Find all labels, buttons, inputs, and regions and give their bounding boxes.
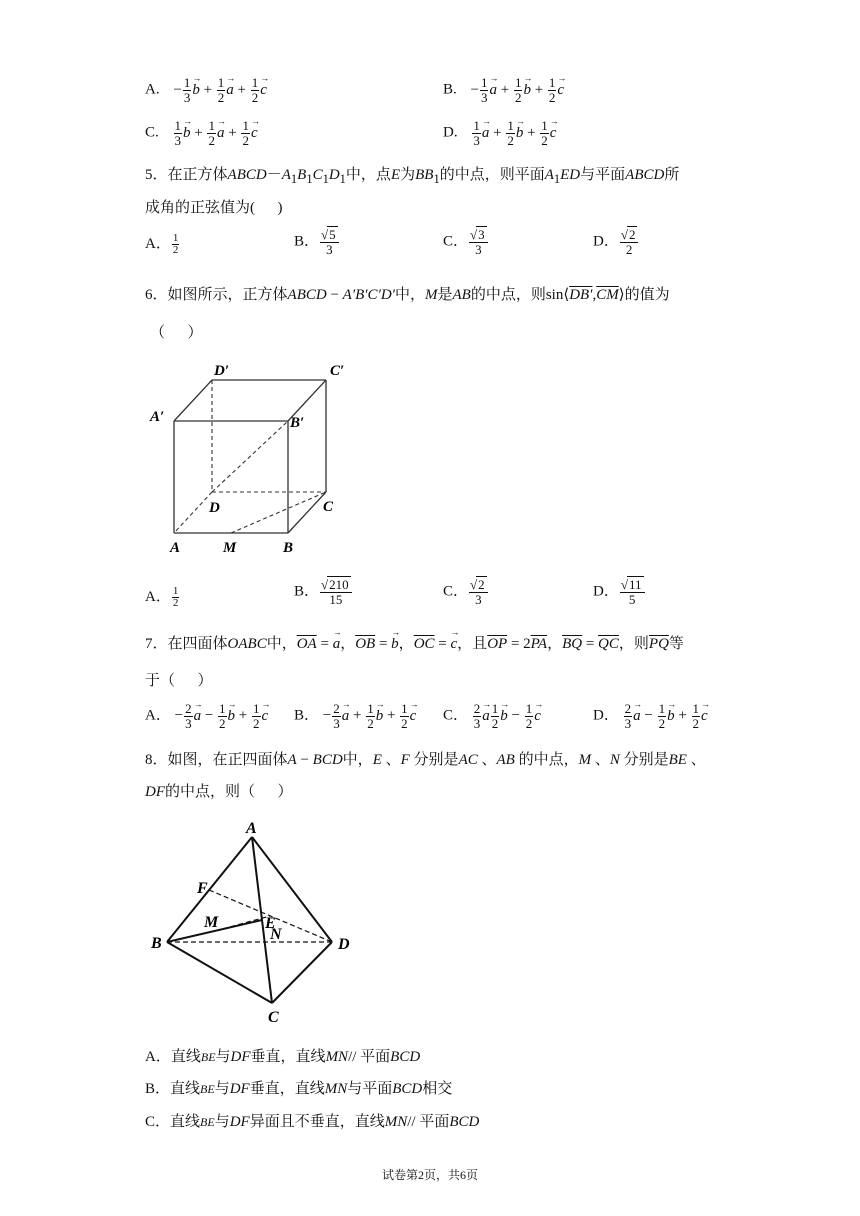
q4-option-c: C. $\frac{1}{3}$ b → + $\frac{1}{2}$ a → + $\frac{1}{2}$ c → bbox=[145, 119, 258, 147]
q7-option-b: B． − $\frac{2}{3}$ a → + $\frac{1}{2}$ b → + $\frac{1}{2}$ c → bbox=[294, 702, 416, 730]
q8-stem-line1: 8．如图，在正四面体A − BCD中，E 、F 分别是AC 、AB 的中点，M 、N 分别是BE 、 bbox=[145, 752, 706, 768]
label-a: A bbox=[246, 820, 257, 837]
q4-option-d: D. $\frac{1}{3}$ a → + $\frac{1}{2}$ b → + $\frac{1}{2}$ c → bbox=[443, 119, 556, 147]
label-d: D bbox=[338, 936, 350, 953]
label-d-prime: D′ bbox=[214, 363, 230, 379]
tetrahedron-figure bbox=[145, 815, 365, 1030]
q5-stem-line2: 成角的正弦值为( ) bbox=[145, 200, 283, 216]
q7-stem-line2: 于（ ） bbox=[145, 673, 213, 689]
cube-figure bbox=[140, 355, 370, 560]
q8-option-b: B．直线BE与DF垂直，直线MN与平面BCD相交 bbox=[145, 1081, 453, 1097]
q5-option-b: B． $\frac{√5}{3}$ bbox=[294, 228, 340, 256]
q4-option-a: A. − $\frac{1}{3}$ b → + $\frac{1}{2}$ a → + $\frac{1}{2}$ c → bbox=[145, 76, 267, 104]
label-m: M bbox=[223, 540, 237, 556]
q7-option-a: A． − $\frac{2}{3}$ a → − $\frac{1}{2}$ b → + $\frac{1}{2}$ c → bbox=[145, 702, 268, 730]
q7-stem-line1: 7．在四面体OABC中，$\overline{OA} = a$ →，$\overline{OB} = b$ →，$\overline{OC} = c$ →，且$\overline{OP} = 2\overline{PA}$，$\overline{BQ} = \overline{QC}$，则$\overline{PQ}$等 bbox=[145, 632, 684, 653]
q8-option-c: C．直线BE与DF异面且不垂直，直线MN// 平面BCD bbox=[145, 1114, 480, 1130]
label-b: B bbox=[151, 935, 162, 952]
label-a: A bbox=[170, 540, 181, 556]
q5-option-d: D． $\frac{√2}{2}$ bbox=[593, 228, 639, 256]
label-c-prime: C′ bbox=[330, 363, 345, 379]
q5-option-a: A． $\frac{1}{2}$ bbox=[145, 231, 179, 257]
q4-option-b: B. − $\frac{1}{3}$ a → + $\frac{1}{2}$ b → + $\frac{1}{2}$ c → bbox=[443, 76, 564, 104]
q7-option-c: C． $\frac{2}{3}$ a → $\frac{1}{2}$ b → − $\frac{1}{2}$ c → bbox=[443, 702, 541, 730]
q8-option-a: A．直线BE与DF垂直，直线MN// 平面BCD bbox=[145, 1049, 421, 1065]
q5-option-c: C． $\frac{√3}{3}$ bbox=[443, 228, 489, 256]
q7-option-d: D． $\frac{2}{3}$ a → − $\frac{1}{2}$ b → + $\frac{1}{2}$ c → bbox=[593, 702, 708, 730]
label-f: F bbox=[197, 880, 208, 897]
q6-stem-line2: （ ） bbox=[150, 325, 203, 341]
q5-stem-line1: 5．在正方体$ABCD-A_1B_1C_1D_1$中，点E为$BB_1$的中点，则平面$A_1ED$与平面ABCD所 bbox=[145, 167, 680, 186]
label-n: N bbox=[270, 926, 282, 943]
q6-option-b: B． $\frac{√210}{15}$ bbox=[294, 578, 353, 606]
label-a-prime: A′ bbox=[150, 409, 165, 425]
q6-option-c: C． $\frac{√2}{3}$ bbox=[443, 578, 489, 606]
q6-stem-line1: 6．如图所示，正方体ABCD − A′B′C′D′中，M是AB的中点，则$\sin⟨DB',\overline{CM}⟩$的值为 bbox=[145, 287, 670, 303]
label-e: E bbox=[265, 915, 276, 932]
label-d: D bbox=[209, 500, 220, 516]
label-b-prime: B′ bbox=[290, 415, 305, 431]
label-c: C bbox=[323, 499, 334, 515]
q8-stem-line2: DF的中点，则（ ） bbox=[145, 784, 293, 800]
q6-option-a: A． $\frac{1}{2}$ bbox=[145, 584, 179, 610]
label-m: M bbox=[204, 914, 219, 931]
label-b: B bbox=[283, 540, 294, 556]
q6-option-d: D． $\frac{√11}{5}$ bbox=[593, 578, 646, 606]
page-footer: 试卷第2页，共6页 bbox=[381, 1168, 478, 1182]
label-c: C bbox=[268, 1009, 279, 1026]
